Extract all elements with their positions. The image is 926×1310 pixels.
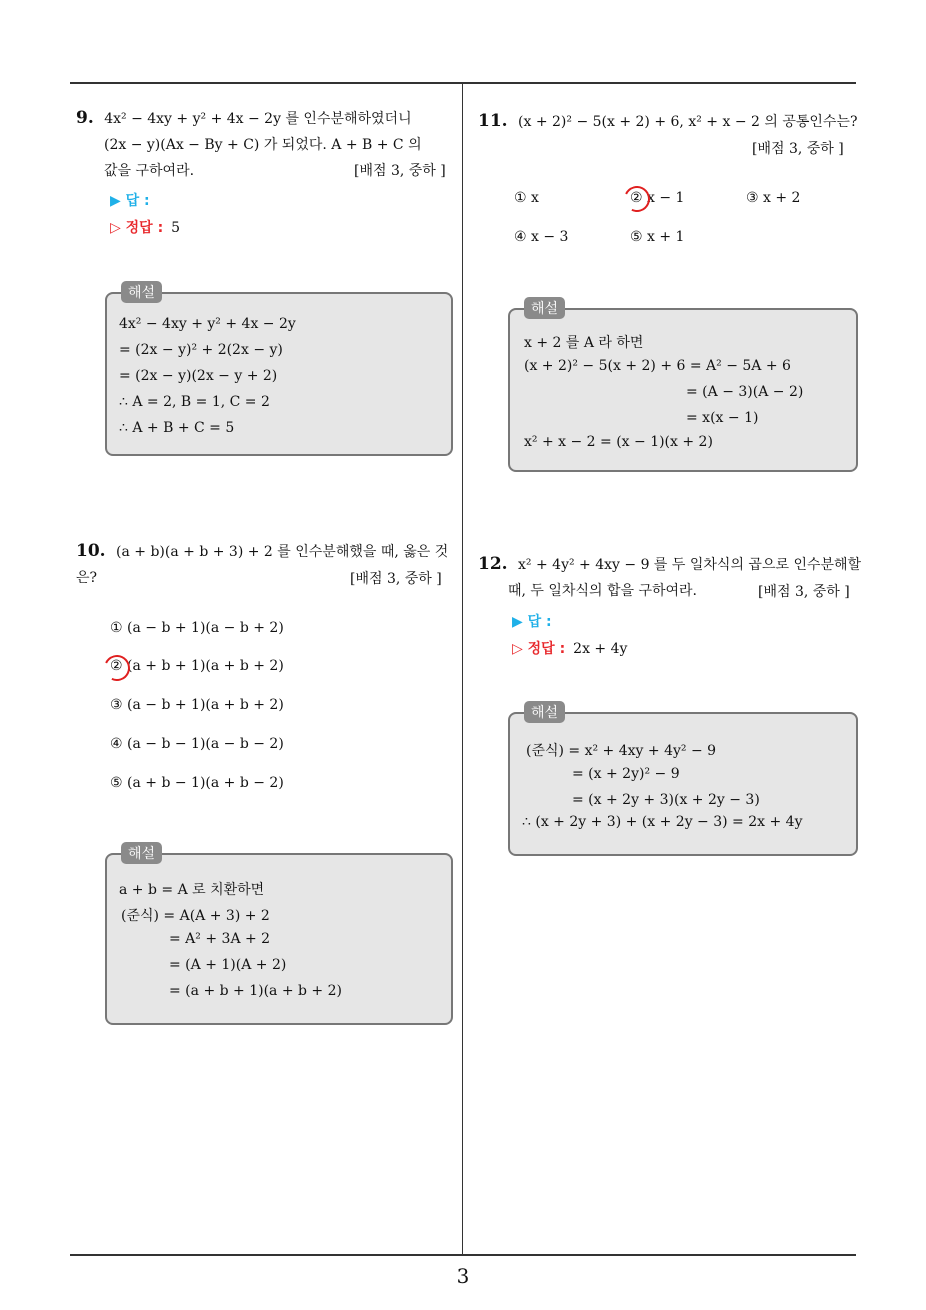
bottom-rule xyxy=(70,1254,856,1256)
solution-box xyxy=(508,705,858,856)
top-rule xyxy=(70,82,856,84)
question-text-line1: 4x² − 4xy + y² + 4x − 2y 를 인수분해하였더니 xyxy=(104,111,412,127)
answer-row xyxy=(512,611,552,631)
solution-line: = A² + 3A + 2 xyxy=(169,931,271,947)
solution-line: = (a + b + 1)(a + b + 2) xyxy=(169,983,342,999)
choice-5[interactable]: ⑤ (a + b − 1)(a + b − 2) xyxy=(110,775,284,791)
solution-tab: 해설 xyxy=(121,842,162,864)
solution-line: = (2x − y)² + 2(2x − y) xyxy=(119,342,283,358)
column-divider xyxy=(462,83,463,1255)
correct-answer-row xyxy=(512,638,627,658)
solution-line: x² + x − 2 = (x − 1)(x + 2) xyxy=(524,434,713,450)
choice-2[interactable]: ② x − 1 xyxy=(630,190,685,206)
solution-line: ∴ (x + 2y + 3) + (x + 2y − 3) = 2x + 4y xyxy=(522,814,803,830)
question-text-line1: (a + b)(a + b + 3) + 2 를 인수분해했을 때, 옳은 것은? xyxy=(76,544,449,586)
correct-answer-label: ▷ 정답 : xyxy=(110,220,164,236)
solution-line: x + 2 를 A 라 하면 xyxy=(524,335,644,351)
correct-answer-value: 5 xyxy=(171,220,181,236)
solution-line: = x(x − 1) xyxy=(686,410,759,426)
correct-answer-row xyxy=(110,217,180,237)
solution-line: = (x + 2y)² − 9 xyxy=(572,766,680,782)
solution-tab: 해설 xyxy=(524,701,565,723)
solution-line: = (A + 1)(A + 2) xyxy=(169,957,287,973)
question-number: 10. xyxy=(76,541,106,561)
question-number: 9. xyxy=(76,108,94,128)
solution-line: = (x + 2y + 3)(x + 2y − 3) xyxy=(572,792,760,808)
question-number: 11. xyxy=(478,111,508,131)
question-text-line1: x² + 4y² + 4xy − 9 를 두 일차식의 곱으로 인수분해할 xyxy=(518,557,862,573)
choice-1[interactable]: ① x xyxy=(514,190,539,206)
solution-line: 4x² − 4xy + y² + 4x − 2y xyxy=(119,316,296,332)
answer-circle-mark xyxy=(100,651,133,684)
correct-answer-value: 2x + 4y xyxy=(573,641,628,657)
question-text-line2: 때, 두 일차식의 합을 구하여라. xyxy=(508,583,697,599)
solution-tab: 해설 xyxy=(121,281,162,303)
question-11 xyxy=(478,108,863,135)
solution-line: (x + 2)² − 5(x + 2) + 6 = A² − 5A + 6 xyxy=(524,358,791,374)
solution-box xyxy=(105,846,453,1025)
solution-line: = (A − 3)(A − 2) xyxy=(686,384,804,400)
answer-label: ▶ 답 : xyxy=(110,193,150,209)
solution-box xyxy=(508,301,858,472)
correct-answer-label: ▷ 정답 : xyxy=(512,641,566,657)
choice-5[interactable]: ⑤ x + 1 xyxy=(630,229,685,245)
question-number: 12. xyxy=(478,554,508,574)
score-meta: [배점 3, 중하 ] xyxy=(350,571,442,587)
solution-line: = (2x − y)(2x − y + 2) xyxy=(119,368,278,384)
solution-line: (준식) = A(A + 3) + 2 xyxy=(121,908,270,924)
solution-box xyxy=(105,285,453,456)
solution-line: (준식) = x² + 4xy + 4y² − 9 xyxy=(526,743,717,759)
choice-1[interactable]: ① (a − b + 1)(a − b + 2) xyxy=(110,620,284,636)
page-number: 3 xyxy=(456,1264,470,1288)
question-text-line1: (x + 2)² − 5(x + 2) + 6, x² + x − 2 의 공통인수는? xyxy=(518,114,858,130)
choice-4[interactable]: ④ x − 3 xyxy=(514,229,569,245)
score-meta: [배점 3, 중하 ] xyxy=(752,141,844,157)
choice-3[interactable]: ③ x + 2 xyxy=(746,190,801,206)
answer-label: ▶ 답 : xyxy=(512,614,552,630)
question-text-line2: (2x − y)(Ax − By + C) 가 되었다. A + B + C 의 xyxy=(104,137,422,153)
question-text-line3: 값을 구하여라. xyxy=(104,163,195,179)
choice-3[interactable]: ③ (a − b + 1)(a + b + 2) xyxy=(110,697,284,713)
choice-2[interactable]: ② (a + b + 1)(a + b + 2) xyxy=(110,658,284,674)
solution-line: ∴ A + B + C = 5 xyxy=(119,420,235,436)
solution-line: ∴ A = 2, B = 1, C = 2 xyxy=(119,394,270,410)
solution-line: a + b = A 로 치환하면 xyxy=(119,882,265,898)
score-meta: [배점 3, 중하 ] xyxy=(758,584,850,600)
choice-4[interactable]: ④ (a − b − 1)(a − b − 2) xyxy=(110,736,284,752)
score-meta: [배점 3, 중하 ] xyxy=(354,163,446,179)
solution-tab: 해설 xyxy=(524,297,565,319)
answer-circle-mark xyxy=(620,182,653,215)
answer-row xyxy=(110,190,150,210)
